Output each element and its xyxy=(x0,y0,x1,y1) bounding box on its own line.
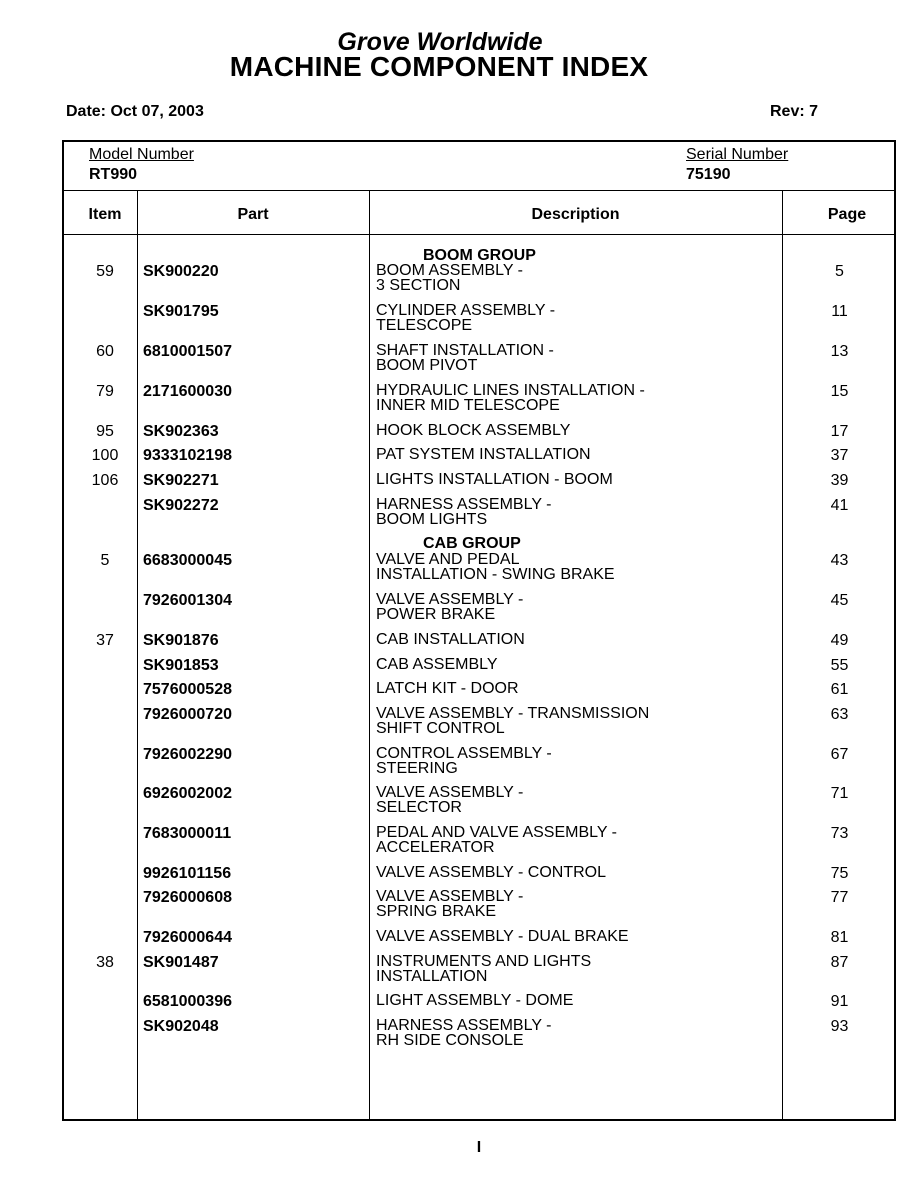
row-description xyxy=(376,303,555,333)
row-page-number: 73 xyxy=(830,825,849,842)
column-header-part: Part xyxy=(237,206,269,223)
row-description-line: HYDRAULIC LINES INSTALLATION - xyxy=(376,382,645,399)
row-part-number: 9926101156 xyxy=(143,865,232,882)
row-part-number: 6926002002 xyxy=(143,785,232,802)
row-part-number: SK902271 xyxy=(143,472,219,489)
row-description-line: VALVE ASSEMBLY - xyxy=(376,888,524,905)
row-page-number: 5 xyxy=(835,263,844,280)
row-description-line: HOOK BLOCK ASSEMBLY xyxy=(376,422,571,439)
column-header-item: Item xyxy=(88,206,122,223)
row-description-line: LIGHTS INSTALLATION - BOOM xyxy=(376,471,613,488)
row-part-number: 7926001304 xyxy=(143,592,232,609)
model-number-label: Model Number xyxy=(89,146,194,163)
row-item-number: 5 xyxy=(100,552,110,569)
row-description-line: BOOM LIGHTS xyxy=(376,511,488,528)
column-divider-part xyxy=(369,191,370,1119)
row-description-line: SHAFT INSTALLATION - xyxy=(376,342,554,359)
row-description-line: BOOM PIVOT xyxy=(376,357,478,374)
row-item-number: 60 xyxy=(96,343,114,360)
column-header-page: Page xyxy=(827,206,867,223)
row-description-line: PAT SYSTEM INSTALLATION xyxy=(376,446,591,463)
row-description xyxy=(376,993,573,1008)
row-description-line: CAB INSTALLATION xyxy=(376,631,525,648)
row-description-line: INSTRUMENTS AND LIGHTS xyxy=(376,953,592,970)
row-page-number: 91 xyxy=(830,993,849,1010)
row-part-number: SK902272 xyxy=(143,497,219,514)
row-page-number: 11 xyxy=(831,303,848,320)
row-description-line: VALVE ASSEMBLY - xyxy=(376,784,524,801)
row-part-number: 7576000528 xyxy=(143,681,232,698)
row-description-line: HARNESS ASSEMBLY - xyxy=(376,1017,552,1034)
row-description xyxy=(376,383,645,413)
row-description-line: BOOM ASSEMBLY - xyxy=(376,262,524,279)
row-item-number: 37 xyxy=(96,632,114,649)
row-part-number: 6581000396 xyxy=(143,993,232,1010)
row-part-number: 9333102198 xyxy=(143,447,232,464)
column-header-divider xyxy=(64,234,894,235)
row-description xyxy=(376,865,606,880)
row-description xyxy=(376,472,613,487)
row-description-line: TELESCOPE xyxy=(376,317,473,334)
row-page-number: 13 xyxy=(830,343,849,360)
row-part-number: SK901795 xyxy=(143,303,219,320)
row-description xyxy=(376,552,615,582)
row-description-line: VALVE ASSEMBLY - TRANSMISSION xyxy=(376,705,650,722)
row-description-line: VALVE ASSEMBLY - CONTROL xyxy=(376,864,606,881)
row-description xyxy=(376,889,523,919)
document-date: Date: Oct 07, 2003 xyxy=(66,103,204,120)
row-description-line: VALVE ASSEMBLY - xyxy=(376,591,524,608)
row-page-number: 55 xyxy=(830,657,849,674)
page-number: I xyxy=(476,1139,482,1156)
row-page-number: 81 xyxy=(830,929,849,946)
row-item-number: 106 xyxy=(91,472,119,489)
row-part-number: 6683000045 xyxy=(143,552,232,569)
row-description xyxy=(376,1018,551,1048)
group-heading-boom: BOOM GROUP xyxy=(423,247,536,264)
row-description-line: LATCH KIT - DOOR xyxy=(376,680,519,697)
row-page-number: 37 xyxy=(830,447,849,464)
model-number-value: RT990 xyxy=(89,166,138,183)
row-description xyxy=(376,929,629,944)
row-page-number: 87 xyxy=(830,954,849,971)
component-index-table xyxy=(62,140,896,1121)
row-page-number: 45 xyxy=(830,592,849,609)
row-description xyxy=(376,706,649,736)
document-title: MACHINE COMPONENT INDEX xyxy=(229,51,649,82)
group-heading-cab: CAB GROUP xyxy=(423,535,521,552)
row-page-number: 71 xyxy=(830,785,849,802)
row-page-number: 15 xyxy=(830,383,849,400)
row-part-number: SK900220 xyxy=(143,263,219,280)
row-description-line: INSTALLATION xyxy=(376,968,488,985)
column-divider-description xyxy=(782,191,783,1119)
row-part-number: 7926000608 xyxy=(143,889,232,906)
row-description xyxy=(376,447,591,462)
row-item-number: 95 xyxy=(96,423,114,440)
row-page-number: 75 xyxy=(830,865,849,882)
row-item-number: 79 xyxy=(96,383,114,400)
row-description-line: SPRING BRAKE xyxy=(376,903,497,920)
company-name: Grove Worldwide xyxy=(337,28,543,56)
row-description-line: INNER MID TELESCOPE xyxy=(376,397,560,414)
serial-number-value: 75190 xyxy=(686,166,731,183)
row-description-line: 3 SECTION xyxy=(376,277,461,294)
row-description xyxy=(376,497,551,527)
row-part-number: 6810001507 xyxy=(143,343,232,360)
document-revision: Rev: 7 xyxy=(770,103,819,120)
row-description xyxy=(376,746,552,776)
row-page-number: 63 xyxy=(830,706,849,723)
row-description xyxy=(376,825,617,855)
serial-number-label: Serial Number xyxy=(686,146,789,163)
row-description xyxy=(376,592,523,622)
row-page-number: 77 xyxy=(830,889,849,906)
row-description-line: ACCELERATOR xyxy=(376,839,495,856)
row-part-number: SK901487 xyxy=(143,954,219,971)
row-description-line: CYLINDER ASSEMBLY - xyxy=(376,302,556,319)
header-divider xyxy=(64,190,894,191)
row-description xyxy=(376,681,519,696)
row-page-number: 49 xyxy=(830,632,849,649)
row-part-number: 7926000720 xyxy=(143,706,232,723)
row-description-line: STEERING xyxy=(376,760,458,777)
row-description xyxy=(376,423,570,438)
row-description-line: VALVE ASSEMBLY - DUAL BRAKE xyxy=(376,928,629,945)
row-page-number: 17 xyxy=(830,423,849,440)
row-description-line: CONTROL ASSEMBLY - xyxy=(376,745,552,762)
row-description-line: SELECTOR xyxy=(376,799,462,816)
row-part-number: SK902363 xyxy=(143,423,219,440)
row-description-line: RH SIDE CONSOLE xyxy=(376,1032,524,1049)
row-part-number: SK902048 xyxy=(143,1018,219,1035)
row-part-number: 7926000644 xyxy=(143,929,232,946)
row-description xyxy=(376,954,591,984)
row-item-number: 100 xyxy=(91,447,119,464)
row-page-number: 93 xyxy=(830,1018,849,1035)
row-description-line: SHIFT CONTROL xyxy=(376,720,505,737)
row-part-number: SK901853 xyxy=(143,657,219,674)
row-page-number: 41 xyxy=(830,497,849,514)
row-description xyxy=(376,785,523,815)
row-description-line: INSTALLATION - SWING BRAKE xyxy=(376,566,615,583)
row-description xyxy=(376,263,523,293)
row-page-number: 39 xyxy=(830,472,849,489)
row-description-line: LIGHT ASSEMBLY - DOME xyxy=(376,992,574,1009)
row-page-number: 67 xyxy=(830,746,849,763)
row-description-line: HARNESS ASSEMBLY - xyxy=(376,496,552,513)
row-item-number: 59 xyxy=(96,263,114,280)
row-description-line: CAB ASSEMBLY xyxy=(376,656,498,673)
row-description-line: VALVE AND PEDAL xyxy=(376,551,520,568)
row-description-line: POWER BRAKE xyxy=(376,606,496,623)
row-description-line: PEDAL AND VALVE ASSEMBLY - xyxy=(376,824,617,841)
row-description xyxy=(376,343,554,373)
row-description xyxy=(376,632,525,647)
row-item-number: 38 xyxy=(96,954,114,971)
row-part-number: SK901876 xyxy=(143,632,219,649)
column-divider-item xyxy=(137,191,138,1119)
row-part-number: 7926002290 xyxy=(143,746,232,763)
row-page-number: 61 xyxy=(830,681,849,698)
row-description xyxy=(376,657,498,672)
row-part-number: 7683000011 xyxy=(143,825,232,842)
row-page-number: 43 xyxy=(830,552,849,569)
column-header-description: Description xyxy=(531,206,620,223)
row-part-number: 2171600030 xyxy=(143,383,232,400)
